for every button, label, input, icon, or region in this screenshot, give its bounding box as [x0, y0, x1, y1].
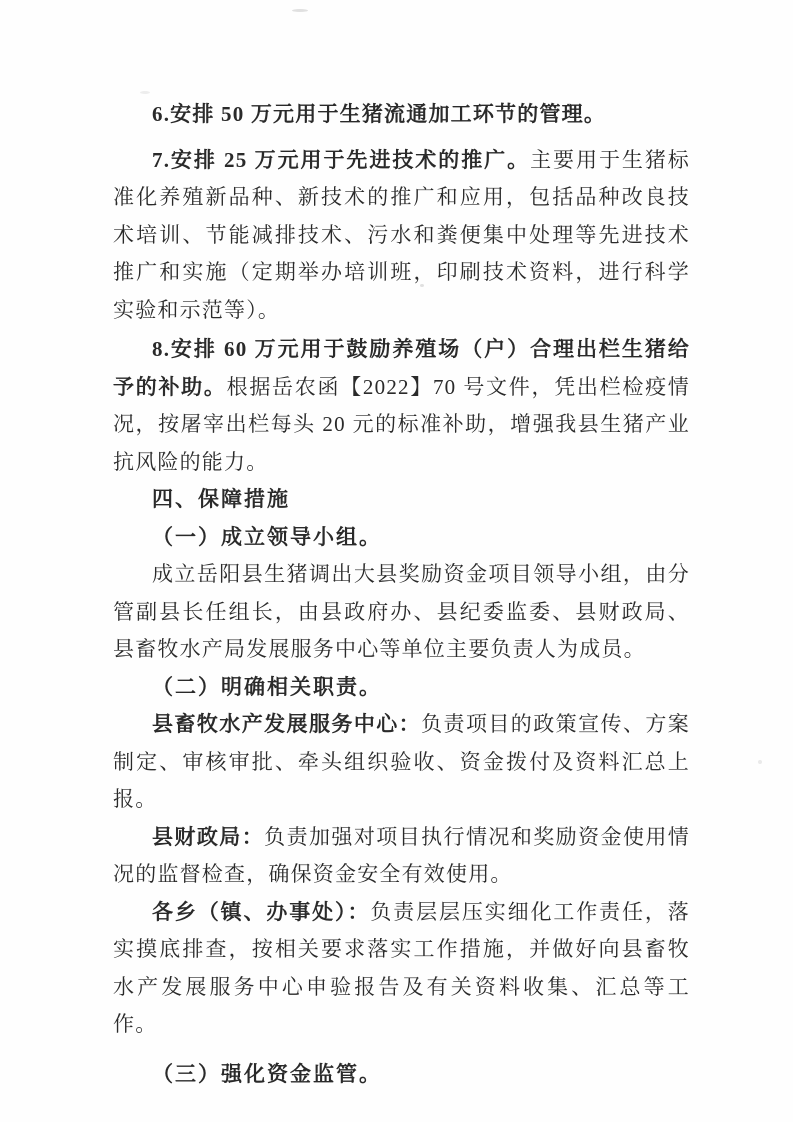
paragraph-body-duty-finance-bureau	[113, 819, 690, 894]
scan-artifact	[758, 760, 762, 764]
text-run: 四、保障措施	[152, 488, 290, 511]
text-run: 县畜牧水产发展服务中心：	[152, 712, 422, 736]
paragraph-sub-heading-4-1	[113, 519, 690, 557]
scan-artifact	[292, 9, 308, 12]
text-run: 负责项目的政策宣传、方案制定、审核审批、牵头组织验收、资金拨付及资料汇总上报。	[113, 712, 690, 811]
document-body	[113, 96, 690, 1093]
text-run: （一）成立领导小组。	[152, 524, 382, 549]
paragraph-section-heading-4	[113, 481, 690, 519]
paragraph-item-8	[113, 331, 690, 481]
paragraph-sub-heading-4-3	[113, 1056, 690, 1094]
text-run: 成立岳阳县生猪调出大县奖励资金项目领导小组，由分管副县长任组长，由县政府办、县纪委监委、县财政局、县畜牧水产局发展服务中心等单位主要负责人为成员。	[113, 562, 690, 661]
text-run: （三）强化资金监管。	[152, 1061, 382, 1086]
paragraph-item-6	[113, 96, 690, 134]
paragraph-body-duty-animal-husbandry-center	[113, 706, 690, 819]
text-run: 负责层层压实细化工作责任，落实摸底排查，按相关要求落实工作措施，并做好向县畜牧水产发展服务中心申验报告及有关资料收集、汇总等工作。	[113, 899, 690, 1036]
text-run: 根据岳农函【2022】70 号文件，凭出栏检疫情况，按屠宰出栏每头 20 元的标准补助，增强我县生猪产业抗风险的能力。	[113, 374, 691, 474]
paragraph-sub-heading-4-2	[113, 669, 690, 707]
text-run: （二）明确相关职责。	[152, 674, 382, 699]
text-run: 6.安排 50 万元用于生猪流通加工环节的管理。	[152, 102, 607, 126]
text-run: 主要用于生猪标准化养殖新品种、新技术的推广和应用，包括品种改良技术培训、节能减排技术、污水和粪便集中处理等先进技术推广和实施（定期举办培训班，印刷技术资料，进行科学实验和示范等）。	[113, 147, 691, 322]
paragraph-body-leading-group	[113, 556, 690, 669]
text-run: 7.安排 25 万元用于先进技术的推广。	[152, 147, 531, 172]
scan-artifact	[140, 91, 150, 94]
text-run: 负责加强对项目执行情况和奖励资金使用情况的监督检查，确保资金安全有效使用。	[113, 824, 690, 886]
text-run: 各乡（镇、办事处）：	[152, 899, 371, 924]
text-run: 8.安排 60 万元用于鼓励养殖场（户）合理出栏生猪给予的补助。	[113, 337, 690, 399]
paragraph-body-duty-townships	[113, 894, 690, 1044]
paragraph-item-7	[113, 142, 690, 330]
text-run: 县财政局：	[152, 824, 265, 849]
